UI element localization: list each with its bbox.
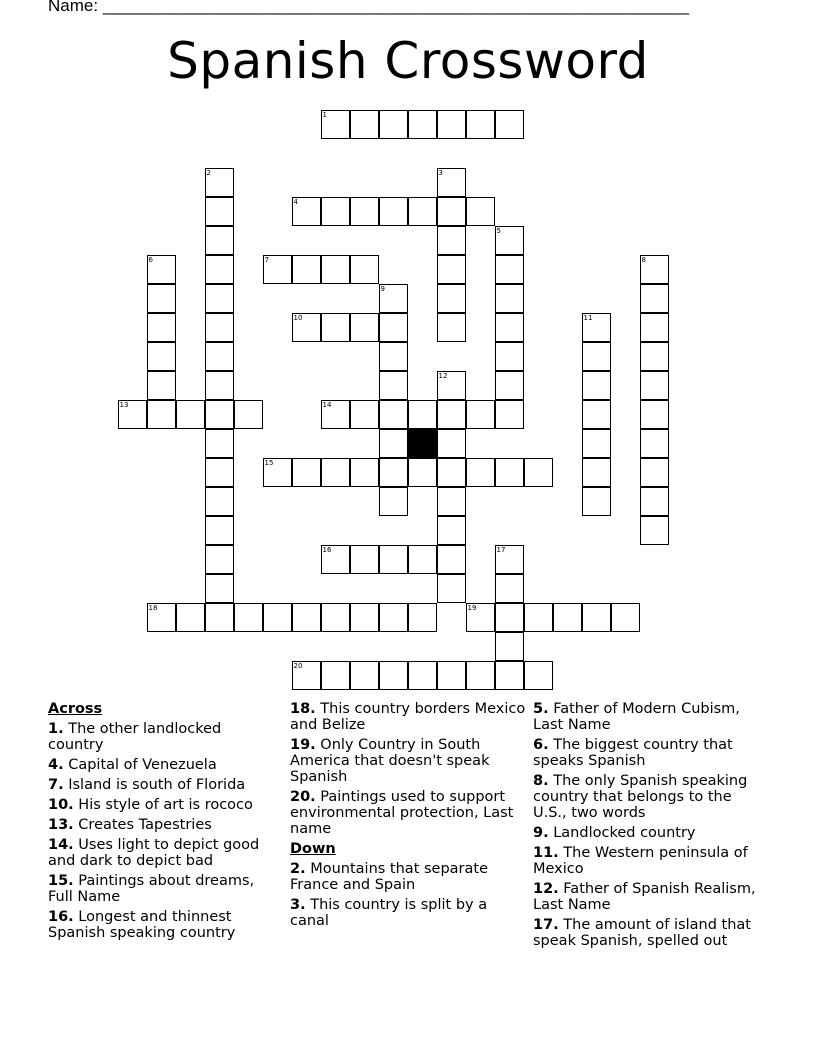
grid-cell[interactable] [292, 197, 321, 226]
grid-cell[interactable] [350, 255, 379, 284]
grid-cell[interactable] [379, 603, 408, 632]
clue-text: This country is split by a canal [290, 897, 488, 929]
clue-text: Longest and thinnest Spanish speaking country [48, 909, 236, 941]
grid-cell[interactable] [176, 603, 205, 632]
down-clue-list-continued [533, 701, 769, 949]
grid-cell[interactable] [408, 110, 437, 139]
cell-number: 18 [148, 603, 158, 612]
grid-cell[interactable] [350, 458, 379, 487]
grid-cell[interactable] [263, 603, 292, 632]
clue-number: 3. [290, 897, 306, 913]
grid-cell[interactable] [495, 226, 524, 255]
cell-number: 11 [583, 313, 593, 322]
grid-cell[interactable] [466, 110, 495, 139]
grid-cell[interactable] [408, 545, 437, 574]
clue-text: Mountains that separate France and Spain [290, 861, 489, 893]
grid-cell[interactable] [524, 603, 553, 632]
grid-cell[interactable] [582, 429, 611, 458]
grid-cell[interactable] [524, 458, 553, 487]
clue-item [48, 837, 276, 869]
grid-cell[interactable] [205, 284, 234, 313]
grid-cell[interactable] [292, 255, 321, 284]
clue-item [48, 873, 276, 905]
grid-cell[interactable] [234, 400, 263, 429]
grid-cell[interactable] [437, 516, 466, 545]
grid-cell[interactable] [640, 400, 669, 429]
clue-number: 13. [48, 817, 74, 833]
cell-number: 5 [496, 226, 501, 235]
grid-cell[interactable] [408, 400, 437, 429]
grid-cell[interactable] [147, 371, 176, 400]
clue-text: The only Spanish speaking country that belongs to the U.S., two words [533, 773, 748, 821]
grid-cell[interactable] [437, 168, 466, 197]
grid-cell[interactable] [321, 400, 350, 429]
grid-cell[interactable] [205, 371, 234, 400]
page-title: Spanish Crossword [167, 32, 649, 90]
clue-text: Only Country in South America that doesn't speak Spanish [290, 737, 490, 785]
cell-number: 7 [264, 255, 269, 264]
grid-cell[interactable] [466, 661, 495, 690]
grid-cell[interactable] [582, 487, 611, 516]
grid-cell[interactable] [321, 603, 350, 632]
grid-cell[interactable] [582, 371, 611, 400]
grid-cell[interactable] [321, 661, 350, 690]
grid-cell[interactable] [350, 313, 379, 342]
clue-item [533, 917, 769, 949]
clue-number: 17. [533, 917, 559, 933]
cell-number: 9 [380, 284, 385, 293]
clue-text: Paintings about dreams, Full Name [48, 873, 255, 905]
black-cell [408, 429, 437, 458]
grid-cell[interactable] [437, 226, 466, 255]
grid-cell[interactable] [437, 371, 466, 400]
grid-cell[interactable] [379, 661, 408, 690]
grid-cell[interactable] [437, 255, 466, 284]
grid-cell[interactable] [205, 168, 234, 197]
clue-text: The biggest country that speaks Spanish [533, 737, 733, 769]
grid-cell[interactable] [582, 313, 611, 342]
grid-cell[interactable] [292, 661, 321, 690]
grid-cell[interactable] [379, 429, 408, 458]
down-clue-list [290, 861, 526, 929]
clue-text: Island is south of Florida [63, 777, 246, 793]
clue-item [48, 757, 276, 773]
grid-cell[interactable] [379, 197, 408, 226]
grid-cell[interactable] [205, 342, 234, 371]
grid-cell[interactable] [495, 255, 524, 284]
clue-text: Capital of Venezuela [63, 757, 217, 773]
clue-number: 18. [290, 701, 316, 717]
grid-cell[interactable] [234, 603, 263, 632]
clue-text: Landlocked country [548, 825, 696, 841]
grid-cell[interactable] [582, 400, 611, 429]
cell-number: 12 [438, 371, 448, 380]
across-clue-list [48, 721, 276, 941]
grid-cell[interactable] [408, 458, 437, 487]
grid-cell[interactable] [437, 458, 466, 487]
grid-cell[interactable] [350, 661, 379, 690]
clue-item [290, 897, 526, 929]
cell-number: 14 [322, 400, 332, 409]
grid-cell[interactable] [495, 400, 524, 429]
grid-cell[interactable] [321, 197, 350, 226]
clue-item [533, 773, 769, 821]
clues-column-3 [533, 701, 769, 953]
grid-cell[interactable] [379, 487, 408, 516]
grid-cell[interactable] [321, 313, 350, 342]
cell-number: 4 [293, 197, 298, 206]
grid-cell[interactable] [147, 284, 176, 313]
grid-cell[interactable] [350, 603, 379, 632]
grid-cell[interactable] [466, 458, 495, 487]
grid-cell[interactable] [379, 110, 408, 139]
grid-cell[interactable] [176, 400, 205, 429]
cell-number: 10 [293, 313, 303, 322]
clue-number: 15. [48, 873, 74, 889]
cell-number: 8 [641, 255, 646, 264]
grid-cell[interactable] [495, 574, 524, 603]
clue-number: 16. [48, 909, 74, 925]
grid-cell[interactable] [379, 400, 408, 429]
grid-cell[interactable] [495, 632, 524, 661]
grid-cell[interactable] [640, 342, 669, 371]
grid-cell[interactable] [640, 255, 669, 284]
grid-cell[interactable] [524, 661, 553, 690]
clue-number: 11. [533, 845, 559, 861]
clue-number: 20. [290, 789, 316, 805]
clue-number: 9. [533, 825, 549, 841]
clue-item [48, 721, 276, 753]
grid-cell[interactable] [379, 545, 408, 574]
grid-cell[interactable] [466, 197, 495, 226]
clue-text: Creates Tapestries [73, 817, 212, 833]
cell-number: 3 [438, 168, 443, 177]
cell-number: 2 [206, 168, 211, 177]
clue-text: The amount of island that speak Spanish, spelled out [533, 917, 751, 949]
grid-cell[interactable] [582, 603, 611, 632]
grid-cell[interactable] [205, 574, 234, 603]
clue-item [290, 861, 526, 893]
cell-number: 6 [148, 255, 153, 264]
clue-number: 6. [533, 737, 549, 753]
grid-cell[interactable] [205, 545, 234, 574]
across-heading: Across [48, 701, 103, 717]
grid-cell[interactable] [640, 371, 669, 400]
clue-number: 4. [48, 757, 64, 773]
grid-cell[interactable] [350, 110, 379, 139]
grid-cell[interactable] [205, 255, 234, 284]
grid-cell[interactable] [466, 603, 495, 632]
clue-item [290, 701, 526, 733]
grid-cell[interactable] [147, 313, 176, 342]
grid-cell[interactable] [205, 400, 234, 429]
grid-cell[interactable] [147, 400, 176, 429]
grid-cell[interactable] [379, 284, 408, 313]
grid-cell[interactable] [205, 313, 234, 342]
grid-cell[interactable] [611, 603, 640, 632]
grid-cell[interactable] [437, 487, 466, 516]
cell-number: 15 [264, 458, 274, 467]
grid-cell[interactable] [437, 197, 466, 226]
grid-cell[interactable] [437, 661, 466, 690]
clue-item [533, 881, 769, 913]
grid-cell[interactable] [408, 661, 437, 690]
grid-cell[interactable] [640, 284, 669, 313]
cell-number: 13 [119, 400, 129, 409]
grid-cell[interactable] [321, 255, 350, 284]
clues-column-2 [290, 701, 526, 933]
grid-cell[interactable] [495, 342, 524, 371]
across-clue-list-continued [290, 701, 526, 837]
clue-number: 5. [533, 701, 549, 717]
grid-cell[interactable] [437, 545, 466, 574]
clue-number: 2. [290, 861, 306, 877]
grid-cell[interactable] [205, 603, 234, 632]
grid-cell[interactable] [350, 197, 379, 226]
grid-cell[interactable] [466, 400, 495, 429]
clue-item [533, 701, 769, 733]
clue-text: The Western peninsula of Mexico [533, 845, 748, 877]
clue-item [48, 777, 276, 793]
grid-cell[interactable] [437, 400, 466, 429]
grid-cell[interactable] [379, 342, 408, 371]
grid-cell[interactable] [495, 313, 524, 342]
grid-cell[interactable] [205, 226, 234, 255]
grid-cell[interactable] [147, 603, 176, 632]
clue-text: Father of Spanish Realism, Last Name [533, 881, 756, 913]
clue-number: 19. [290, 737, 316, 753]
grid-cell[interactable] [205, 516, 234, 545]
grid-cell[interactable] [495, 371, 524, 400]
clue-item [533, 825, 769, 841]
grid-cell[interactable] [437, 313, 466, 342]
clue-number: 12. [533, 881, 559, 897]
grid-cell[interactable] [205, 458, 234, 487]
grid-cell[interactable] [205, 429, 234, 458]
clue-text: Paintings used to support environmental protection, Last name [290, 789, 514, 837]
grid-cell[interactable] [640, 458, 669, 487]
clue-item [48, 909, 276, 941]
down-heading: Down [290, 841, 336, 857]
cell-number: 19 [467, 603, 477, 612]
grid-cell[interactable] [118, 400, 147, 429]
grid-cell[interactable] [379, 458, 408, 487]
grid-cell[interactable] [582, 458, 611, 487]
clue-text: Uses light to depict good and dark to depict bad [48, 837, 260, 869]
cell-number: 16 [322, 545, 332, 554]
grid-cell[interactable] [350, 545, 379, 574]
grid-cell[interactable] [495, 603, 524, 632]
grid-cell[interactable] [321, 545, 350, 574]
clue-item [290, 737, 526, 785]
cell-number: 17 [496, 545, 506, 554]
grid-cell[interactable] [640, 313, 669, 342]
grid-cell[interactable] [379, 371, 408, 400]
clues-column-1 [48, 701, 276, 945]
clue-number: 8. [533, 773, 549, 789]
grid-cell[interactable] [263, 255, 292, 284]
grid-cell[interactable] [147, 255, 176, 284]
clue-number: 14. [48, 837, 74, 853]
grid-cell[interactable] [408, 197, 437, 226]
clue-item [48, 797, 276, 813]
grid-cell[interactable] [292, 458, 321, 487]
grid-cell[interactable] [495, 284, 524, 313]
name-field-line[interactable]: Name: ______________________________________________________________ [48, 0, 689, 15]
grid-cell[interactable] [495, 110, 524, 139]
grid-cell[interactable] [408, 603, 437, 632]
cell-number: 1 [322, 110, 327, 119]
clue-item [533, 845, 769, 877]
grid-cell[interactable] [437, 110, 466, 139]
grid-cell[interactable] [495, 545, 524, 574]
clue-number: 10. [48, 797, 74, 813]
grid-cell[interactable] [147, 342, 176, 371]
grid-cell[interactable] [582, 342, 611, 371]
grid-cell[interactable] [292, 313, 321, 342]
grid-cell[interactable] [640, 429, 669, 458]
clue-text: Father of Modern Cubism, Last Name [533, 701, 740, 733]
grid-cell[interactable] [263, 458, 292, 487]
grid-cell[interactable] [205, 487, 234, 516]
grid-cell[interactable] [553, 603, 582, 632]
clue-item [290, 789, 526, 837]
grid-cell[interactable] [205, 197, 234, 226]
grid-cell[interactable] [495, 458, 524, 487]
clue-item [48, 817, 276, 833]
grid-cell[interactable] [321, 458, 350, 487]
clue-text: This country borders Mexico and Belize [290, 701, 526, 733]
grid-cell[interactable] [321, 110, 350, 139]
grid-cell[interactable] [350, 400, 379, 429]
grid-cell[interactable] [292, 603, 321, 632]
clue-number: 7. [48, 777, 64, 793]
clue-item [533, 737, 769, 769]
clue-number: 1. [48, 721, 64, 737]
grid-cell[interactable] [495, 661, 524, 690]
clue-text: The other landlocked country [48, 721, 222, 753]
grid-cell[interactable] [640, 487, 669, 516]
clue-text: His style of art is rococo [73, 797, 253, 813]
grid-cell[interactable] [379, 313, 408, 342]
grid-cell[interactable] [437, 429, 466, 458]
grid-cell[interactable] [437, 574, 466, 603]
cell-number: 20 [293, 661, 303, 670]
grid-cell[interactable] [437, 284, 466, 313]
grid-cell[interactable] [640, 516, 669, 545]
